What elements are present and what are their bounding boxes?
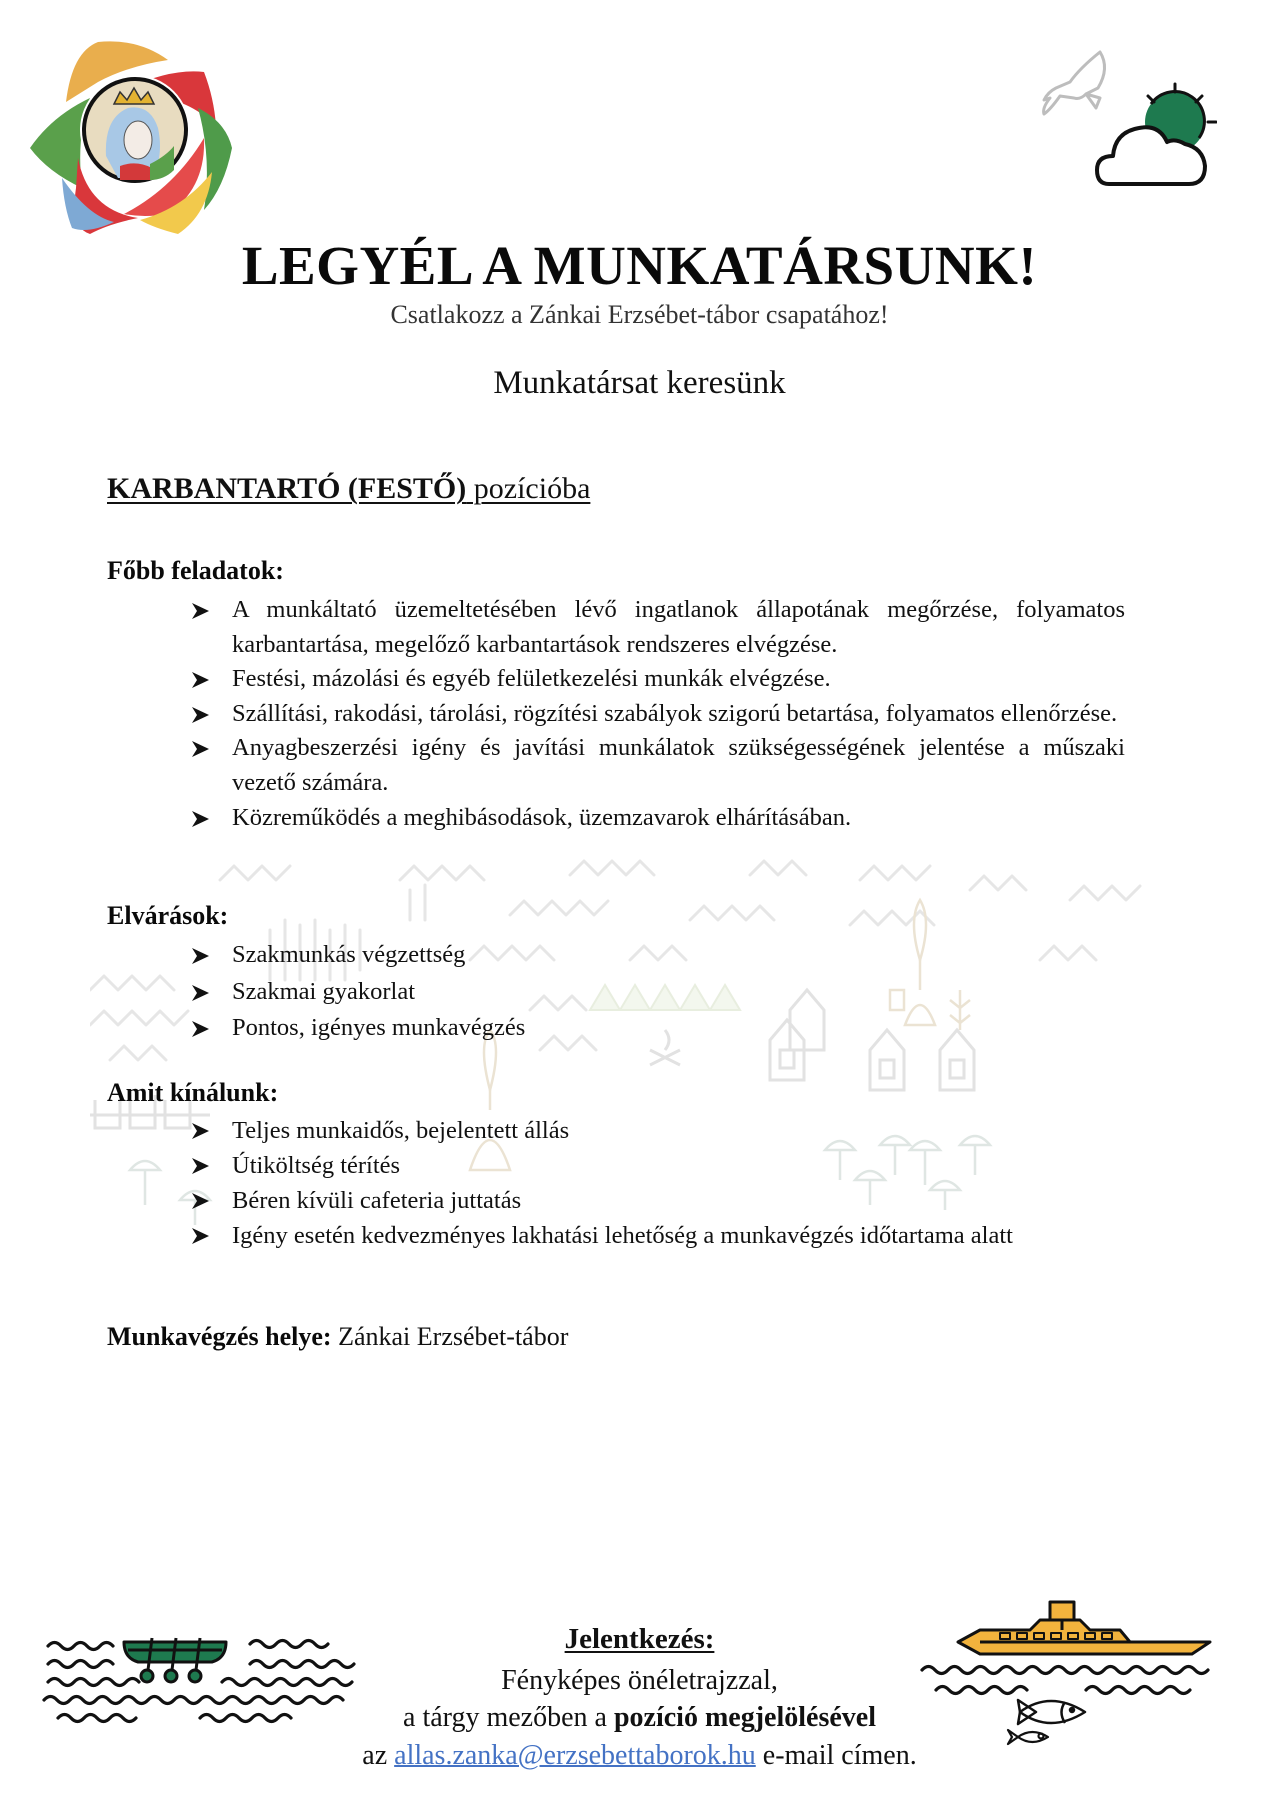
apply-line-2 — [0, 1701, 1279, 1735]
list-item — [190, 801, 1125, 836]
list-item-text: Közreműködés a meghibásodások, üzemzavarok elhárításában. — [232, 803, 852, 831]
list-item-text: A munkáltató üzemeltetésében lévő ingatlanok állapotának megőrzése, folyamatos karbantartása, megelőző karbantartások rendszeres elvégzése. — [232, 596, 1125, 658]
list-item-text: Pontos, igényes munkavégzés — [232, 1014, 526, 1042]
requirements-list — [190, 937, 1125, 1047]
workplace — [107, 1322, 568, 1352]
list-item — [190, 1113, 1125, 1148]
arrowhead-bullet-icon — [190, 731, 212, 765]
apply-line-3 — [0, 1739, 1279, 1773]
position-title — [107, 472, 590, 506]
offer-list — [190, 1113, 1125, 1253]
apply-line-2-bold: pozíció megjelölésével — [613, 1702, 876, 1733]
position-suffix: pozícióba — [466, 472, 591, 505]
arrowhead-bullet-icon — [190, 974, 212, 1010]
list-item — [190, 593, 1125, 662]
list-item — [190, 974, 1125, 1011]
apply-line-3-suffix: e-mail címen. — [755, 1740, 917, 1771]
arrowhead-bullet-icon — [190, 697, 212, 731]
list-item — [190, 697, 1125, 732]
arrowhead-bullet-icon — [190, 937, 212, 973]
list-item — [190, 1183, 1125, 1218]
arrowhead-bullet-icon — [190, 1113, 212, 1148]
requirements-heading: Elvárások: — [107, 901, 229, 930]
sun-behind-cloud-icon — [1095, 82, 1217, 190]
offer-heading: Amit kínálunk: — [107, 1078, 279, 1107]
list-item-text: Igény esetén kedvezményes lakhatási lehetőség a munkavégzés időtartama alatt — [232, 1222, 1013, 1249]
list-item — [190, 1148, 1125, 1183]
lead-text: Munkatársat keresünk — [493, 365, 786, 401]
list-item-text: Szakmunkás végzettség — [232, 941, 466, 968]
list-item-text: Anyagbeszerzési igény és javítási munkálatok szükségességének jelentése a műszaki vezető számára. — [232, 734, 1125, 796]
apply-heading-text: Jelentkezés: — [564, 1623, 715, 1655]
workplace-label: Munkavégzés helye: — [107, 1322, 332, 1351]
arrowhead-bullet-icon — [190, 1148, 212, 1183]
list-item-text: Szállítási, rakodási, tárolási, rögzítési szabályok szigorú betartása, folyamatos ellenőrzése. — [232, 699, 1118, 727]
list-item — [190, 937, 1125, 974]
tasks-list — [190, 593, 1125, 835]
apply-line-2-text: a tárgy mezőben a — [403, 1702, 614, 1733]
arrowhead-bullet-icon — [190, 801, 212, 835]
arrowhead-bullet-icon — [190, 662, 212, 696]
list-item-text: Béren kívüli cafeteria juttatás — [232, 1187, 522, 1214]
page-subtitle: Csatlakozz a Zánkai Erzsébet-tábor csapatához! — [390, 300, 889, 329]
arrowhead-bullet-icon — [190, 593, 212, 627]
list-item-text: Festési, mázolási és egyéb felületkezelési munkák elvégzése. — [232, 665, 831, 693]
list-item — [190, 731, 1125, 800]
arrowhead-bullet-icon — [190, 1218, 212, 1253]
workplace-value: Zánkai Erzsébet-tábor — [331, 1322, 569, 1351]
list-item — [190, 662, 1125, 697]
apply-line-3-prefix: az — [362, 1740, 395, 1771]
apply-heading — [0, 1622, 1279, 1656]
apply-line-1: Fényképes önéletrajzzal, — [501, 1665, 778, 1696]
list-item — [190, 1010, 1125, 1047]
email-link[interactable]: allas.zanka@erzsebettaborok.hu — [394, 1740, 756, 1771]
list-item-text: Szakmai gyakorlat — [232, 977, 416, 1005]
arrowhead-bullet-icon — [190, 1010, 212, 1046]
list-item-text: Útiköltség térítés — [232, 1152, 401, 1179]
list-item — [190, 1218, 1125, 1253]
page-title: LEGYÉL A MUNKATÁRSUNK! — [241, 235, 1038, 296]
erzsebet-tabor-logo — [28, 38, 240, 234]
tasks-heading: Főbb feladatok: — [107, 556, 284, 585]
arrowhead-bullet-icon — [190, 1183, 212, 1218]
position-name: KARBANTARTÓ (FESTŐ) — [107, 472, 467, 505]
list-item-text: Teljes munkaidős, bejelentett állás — [232, 1117, 570, 1144]
